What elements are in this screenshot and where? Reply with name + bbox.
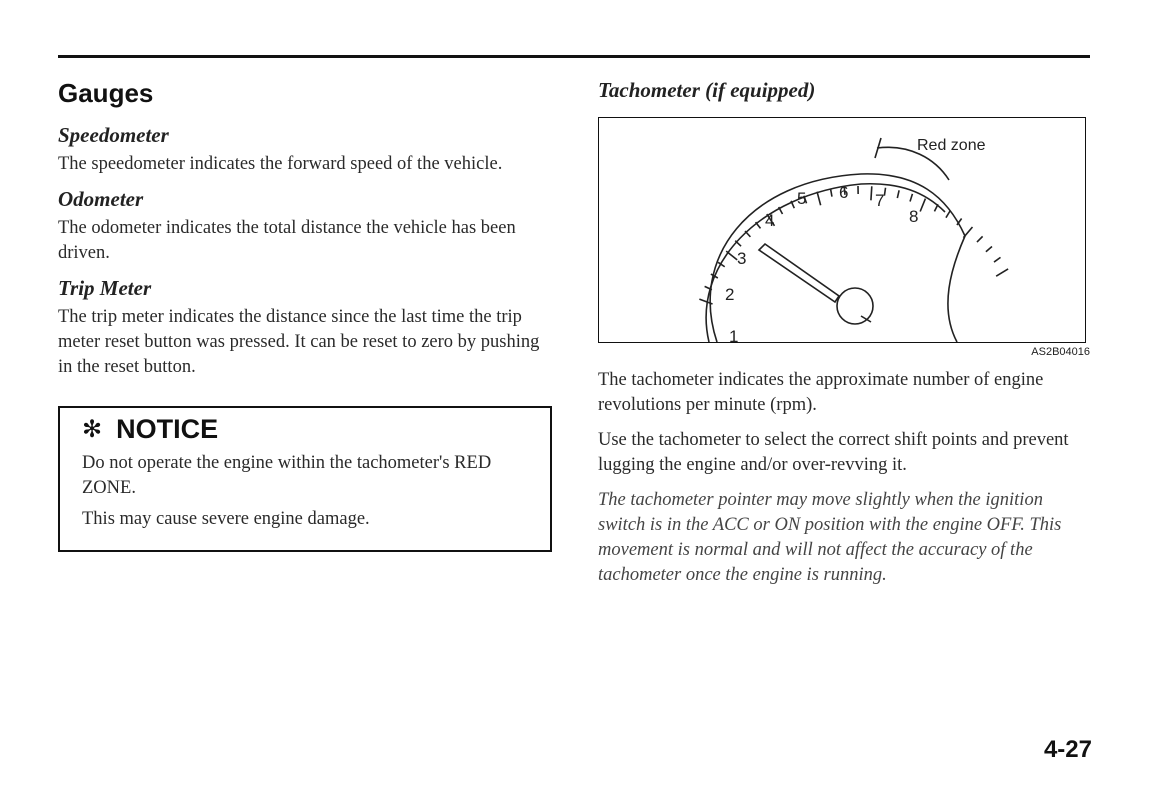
speedometer-text: The speedometer indicates the forward speed of the vehicle. bbox=[58, 154, 503, 174]
notice-box bbox=[58, 406, 552, 552]
tachometer-note: The tachometer pointer may move slightly when the ignition switch is in the ACC or ON position with the engine OFF. This movement is normal and will not affect the accuracy of the tachometer once the engine is running. bbox=[598, 490, 1062, 585]
notice-line-2: This may cause severe engine damage. bbox=[82, 509, 370, 529]
speedometer-heading: Speedometer bbox=[58, 123, 169, 147]
scale-label-1: 1 bbox=[729, 327, 739, 342]
scale-label-2: 2 bbox=[725, 285, 735, 304]
left-column bbox=[58, 78, 548, 552]
scale-label-7: 7 bbox=[875, 191, 885, 210]
notice-header bbox=[82, 414, 538, 445]
gauge-tick bbox=[977, 236, 983, 242]
trip-meter-heading: Trip Meter bbox=[58, 276, 152, 300]
scale-label-3: 3 bbox=[737, 249, 747, 268]
asterisk-icon: ✻ bbox=[82, 416, 103, 443]
top-rule bbox=[58, 55, 1090, 58]
gauge-tick bbox=[920, 199, 925, 212]
trip-meter-text: The trip meter indicates the distance since the last time the trip meter reset button was pressed. It can be reset to zero by pushing in the reset button. bbox=[58, 307, 540, 377]
tachometer-illustration bbox=[599, 118, 1085, 342]
tachometer-text-1: The tachometer indicates the approximate number of engine revolutions per minute (rpm). bbox=[598, 370, 1044, 415]
page-number: 4-27 bbox=[1043, 736, 1092, 763]
gauge-tick bbox=[963, 227, 972, 238]
gauge-tick bbox=[726, 251, 737, 260]
gauge-bezel bbox=[710, 174, 965, 342]
tachometer-heading: Tachometer (if equipped) bbox=[598, 78, 816, 102]
gauge-tick bbox=[871, 186, 872, 200]
scale-label-6: 6 bbox=[839, 183, 849, 202]
red-zone-label: Red zone bbox=[917, 137, 986, 154]
gauge-tick bbox=[897, 190, 899, 198]
section-title: Gauges bbox=[58, 78, 154, 108]
scale-label-8: 8 bbox=[909, 207, 919, 226]
figure-id: AS2B04016 bbox=[1031, 346, 1090, 358]
gauge-tick bbox=[986, 247, 992, 252]
right-column bbox=[598, 78, 1090, 598]
gauge-tick bbox=[884, 188, 885, 196]
scale-label-4: 4 bbox=[765, 211, 775, 230]
odometer-text: The odometer indicates the total distance the vehicle has been driven. bbox=[58, 218, 516, 263]
gauge-tick bbox=[745, 231, 750, 237]
gauge-tick bbox=[994, 257, 1000, 262]
gauge-needle bbox=[759, 244, 873, 324]
odometer-heading: Odometer bbox=[58, 187, 144, 211]
notice-title: NOTICE bbox=[116, 414, 219, 444]
gauge-tick bbox=[910, 194, 912, 202]
gauge-tick bbox=[934, 204, 938, 211]
scale-label-5: 5 bbox=[797, 189, 807, 208]
gauge-tick bbox=[946, 211, 950, 218]
tachometer-text-2: Use the tachometer to select the correct shift points and prevent lugging the engine and/or over-revving it. bbox=[598, 430, 1069, 475]
gauge-tick bbox=[996, 269, 1008, 276]
notice-line-1: Do not operate the engine within the tachometer's RED ZONE. bbox=[82, 453, 492, 498]
tachometer-figure bbox=[598, 117, 1086, 343]
gauge-tick bbox=[831, 189, 832, 197]
gauge-tick bbox=[817, 192, 821, 206]
